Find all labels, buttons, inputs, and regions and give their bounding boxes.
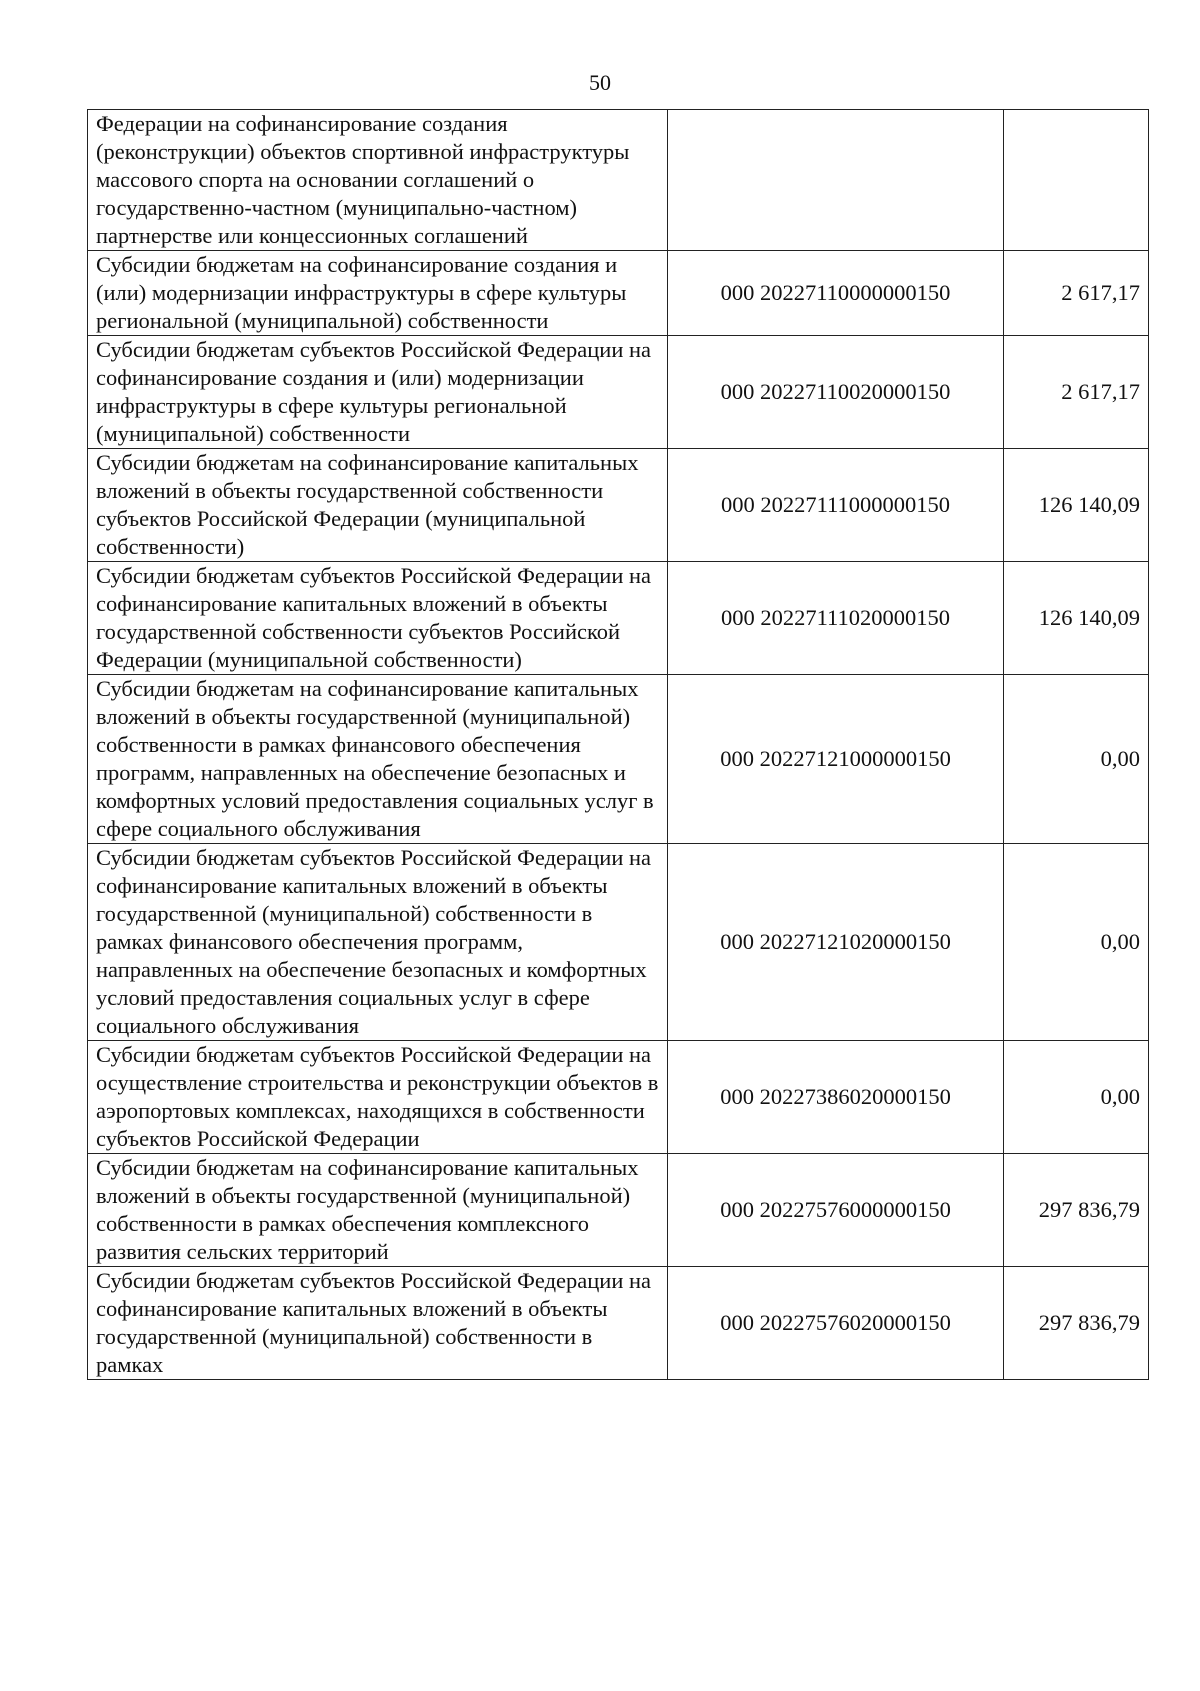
row-code: 000 20227121020000150 xyxy=(668,844,1004,1041)
row-code: 000 20227111020000150 xyxy=(668,562,1004,675)
row-name: Субсидии бюджетам субъектов Российской Федерации на софинансирование создания и (или) модернизации инфраструктуры в сфере культуры региональной (муниципальной) собственности xyxy=(88,336,668,449)
table-row xyxy=(88,1041,1149,1154)
row-name: Субсидии бюджетам субъектов Российской Федерации на осуществление строительства и реконструкции объектов в аэропортовых комплексах, находящихся в собственности субъектов Российской Федерации xyxy=(88,1041,668,1154)
table-row xyxy=(88,675,1149,844)
table-row xyxy=(88,251,1149,336)
row-amount: 2 617,17 xyxy=(1004,251,1149,336)
row-name: Субсидии бюджетам на софинансирование капитальных вложений в объекты государственной (муниципальной) собственности в рамках финансового обеспечения программ, направленных на обеспечение безопасных и комфортных условий предоставления социальных услуг в сфере социального обслуживания xyxy=(88,675,668,844)
row-amount: 297 836,79 xyxy=(1004,1154,1149,1267)
row-name: Субсидии бюджетам на софинансирование создания и (или) модернизации инфраструктуры в сфере культуры региональной (муниципальной) собственности xyxy=(88,251,668,336)
row-code: 000 20227111000000150 xyxy=(668,449,1004,562)
table-row xyxy=(88,449,1149,562)
row-name: Субсидии бюджетам субъектов Российской Федерации на софинансирование капитальных вложений в объекты государственной (муниципальной) собственности в рамках финансового обеспечения программ, направленных на обеспечение безопасных и комфортных условий предоставления социальных услуг в сфере социального обслуживания xyxy=(88,844,668,1041)
row-name: Субсидии бюджетам субъектов Российской Федерации на софинансирование капитальных вложений в объекты государственной собственности субъектов Российской Федерации (муниципальной собственности) xyxy=(88,562,668,675)
row-amount: 2 617,17 xyxy=(1004,336,1149,449)
row-code: 000 20227386020000150 xyxy=(668,1041,1004,1154)
table-row xyxy=(88,562,1149,675)
row-amount: 0,00 xyxy=(1004,844,1149,1041)
row-name: Субсидии бюджетам на софинансирование капитальных вложений в объекты государственной (муниципальной) собственности в рамках обеспечения комплексного развития сельских территорий xyxy=(88,1154,668,1267)
row-code: 000 20227576000000150 xyxy=(668,1154,1004,1267)
row-name: Федерации на софинансирование создания (реконструкции) объектов спортивной инфраструктуры массового спорта на основании соглашений о государственно-частном (муниципально-частном) партнерстве или концессионных соглашений xyxy=(88,110,668,251)
table-row xyxy=(88,336,1149,449)
page-number: 50 xyxy=(589,70,611,95)
table-row xyxy=(88,1154,1149,1267)
row-code xyxy=(668,110,1004,251)
row-amount: 126 140,09 xyxy=(1004,562,1149,675)
row-amount: 0,00 xyxy=(1004,1041,1149,1154)
row-code: 000 20227121000000150 xyxy=(668,675,1004,844)
row-name: Субсидии бюджетам на софинансирование капитальных вложений в объекты государственной собственности субъектов Российской Федерации (муниципальной собственности) xyxy=(88,449,668,562)
row-name: Субсидии бюджетам субъектов Российской Федерации на софинансирование капитальных вложений в объекты государственной (муниципальной) собственности в рамках xyxy=(88,1267,668,1380)
row-amount: 297 836,79 xyxy=(1004,1267,1149,1380)
table-row xyxy=(88,844,1149,1041)
budget-table xyxy=(87,109,1149,1380)
row-code: 000 20227576020000150 xyxy=(668,1267,1004,1380)
row-code: 000 20227110020000150 xyxy=(668,336,1004,449)
row-amount xyxy=(1004,110,1149,251)
table-row xyxy=(88,1267,1149,1380)
table-row xyxy=(88,110,1149,251)
row-amount: 0,00 xyxy=(1004,675,1149,844)
row-code: 000 20227110000000150 xyxy=(668,251,1004,336)
row-amount: 126 140,09 xyxy=(1004,449,1149,562)
